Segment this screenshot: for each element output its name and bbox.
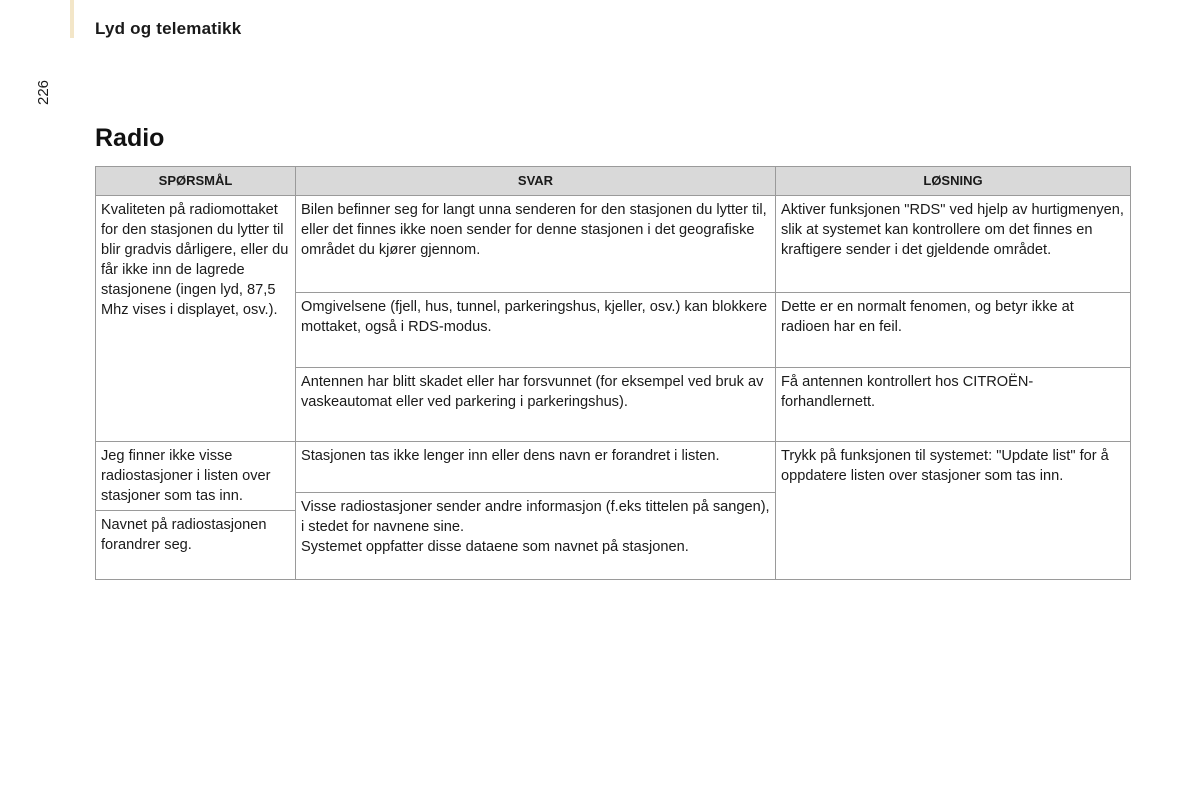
column-header-solution: LØSNING [776, 167, 1131, 196]
solution-cell: Få antennen kontrollert hos CITROËN-forhandlernett. [776, 368, 1131, 442]
answer-cell: Antennen har blitt skadet eller har forsvunnet (for eksempel ved bruk av vaskeautomat eller ved parkering i parkeringshus). [296, 368, 776, 442]
column-header-answer: SVAR [296, 167, 776, 196]
page-number-text: 226 [35, 79, 53, 105]
page-number [32, 76, 56, 108]
solution-cell: Dette er en normalt fenomen, og betyr ikke at radioen har en feil. [776, 293, 1131, 368]
radio-faq-table [95, 166, 1131, 580]
section-label: Lyd og telematikk [95, 19, 242, 38]
column-header-question: SPØRSMÅL [96, 167, 296, 196]
table-row [96, 442, 1131, 493]
question-cell: Kvaliteten på radiomottaket for den stasjonen du lytter til blir gradvis dårligere, eller du får ikke inn de lagrede stasjonene (ingen lyd, 87,5 Mhz vises i displayet, osv.). [96, 196, 296, 442]
question-cell: Jeg finner ikke visse radiostasjoner i listen over stasjoner som tas inn. [96, 442, 296, 511]
table-row [96, 196, 1131, 293]
header-accent-bar [70, 0, 74, 38]
solution-cell: Aktiver funksjonen "RDS" ved hjelp av hurtigmenyen, slik at systemet kan kontrollere om det finnes en kraftigere sender i det gjeldende området. [776, 196, 1131, 293]
question-cell: Navnet på radiostasjonen forandrer seg. [96, 511, 296, 580]
page-title: Radio [95, 124, 165, 152]
answer-cell [296, 493, 776, 580]
answer-cell: Omgivelsene (fjell, hus, tunnel, parkeringshus, kjeller, osv.) kan blokkere mottaket, også i RDS-modus. [296, 293, 776, 368]
answer-line: Visse radiostasjoner sender andre informasjon (f.eks tittelen på sangen), i stedet for navnene sine. [301, 499, 770, 535]
solution-cell: Trykk på funksjonen til systemet: "Update list" for å oppdatere listen over stasjoner som tas inn. [776, 442, 1131, 580]
answer-cell: Stasjonen tas ikke lenger inn eller dens navn er forandret i listen. [296, 442, 776, 493]
table-header-row [96, 167, 1131, 196]
answer-line: Systemet oppfatter disse dataene som navnet på stasjonen. [301, 539, 689, 555]
answer-cell: Bilen befinner seg for langt unna senderen for den stasjonen du lytter til, eller det finnes ikke noen sender for denne stasjonen i det geografiske området du kjører gjennom. [296, 196, 776, 293]
